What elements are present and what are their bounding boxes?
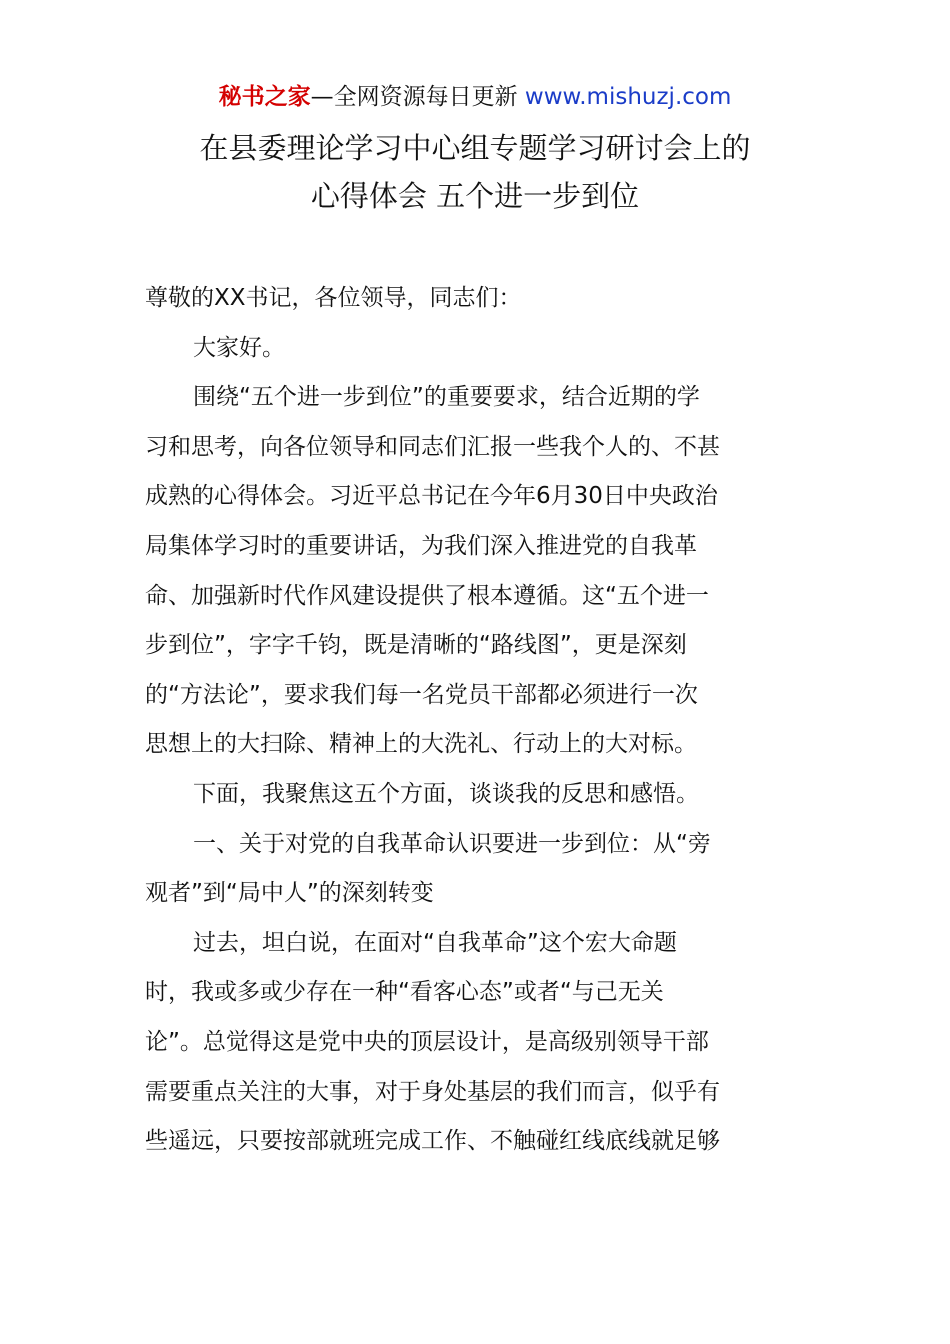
salutation: [145, 274, 805, 324]
body-line: 观者”到“局中人”的深刻转变: [145, 880, 434, 907]
body-line: 下面，我聚焦这五个方面，谈谈我的反思和感悟。: [193, 780, 699, 807]
greeting: [145, 324, 805, 374]
body-line: 一、关于对党的自我革命认识要进一步到位：从“旁: [193, 830, 711, 857]
body-line: 的“方法论”，要求我们每一名党员干部都必须进行一次: [145, 681, 698, 708]
body-line: 尊敬的XX书记，各位领导，同志们：: [145, 285, 522, 311]
paragraph-section-1: [145, 919, 805, 1167]
body-line: 大家好。: [193, 334, 285, 361]
site-tagline: —全网资源每日更新: [310, 84, 525, 110]
body-line: 思想上的大扫除、精神上的大洗礼、行动上的大对标。: [145, 731, 697, 758]
body-line: 围绕“五个进一步到位”的重要要求，结合近期的学: [193, 384, 700, 411]
section-heading-1: [145, 820, 805, 919]
body-line: 命、加强新时代作风建设提供了根本遵循。这“五个进一: [145, 582, 709, 609]
body-line: 需要重点关注的大事，对于身处基层的我们而言，似乎有: [145, 1078, 720, 1105]
body-line: 时，我或多或少存在一种“看客心态”或者“与己无关: [145, 979, 664, 1006]
body-line: 论”。总觉得这是党中央的顶层设计，是高级别领导干部: [145, 1028, 709, 1055]
body-line: 局集体学习时的重要讲话，为我们深入推进党的自我革: [145, 532, 697, 559]
body-line: 些遥远，只要按部就班完成工作、不触碰红线底线就足够: [145, 1128, 720, 1155]
document-title-line-1: 在县委理论学习中心组专题学习研讨会上的: [199, 131, 751, 165]
paragraph-intro: [145, 373, 805, 770]
body-line: 成熟的心得体会。习近平总书记在今年6月30日中央政治: [145, 483, 718, 510]
site-header: [0, 80, 950, 114]
body-line: 过去，坦白说，在面对“自我革命”这个宏大命题: [193, 929, 677, 956]
body-line: 习和思考，向各位领导和同志们汇报一些我个人的、不甚: [145, 433, 720, 460]
document-body: [145, 274, 805, 1167]
body-line: 步到位”，字字千钧，既是清晰的“路线图”，更是深刻: [145, 632, 687, 659]
paragraph-transition: [145, 770, 805, 820]
site-url[interactable]: www.mishuzj.com: [524, 84, 732, 110]
site-brand: 秘书之家: [218, 84, 311, 110]
document-title-line-2: 心得体会 五个进一步到位: [310, 179, 640, 213]
